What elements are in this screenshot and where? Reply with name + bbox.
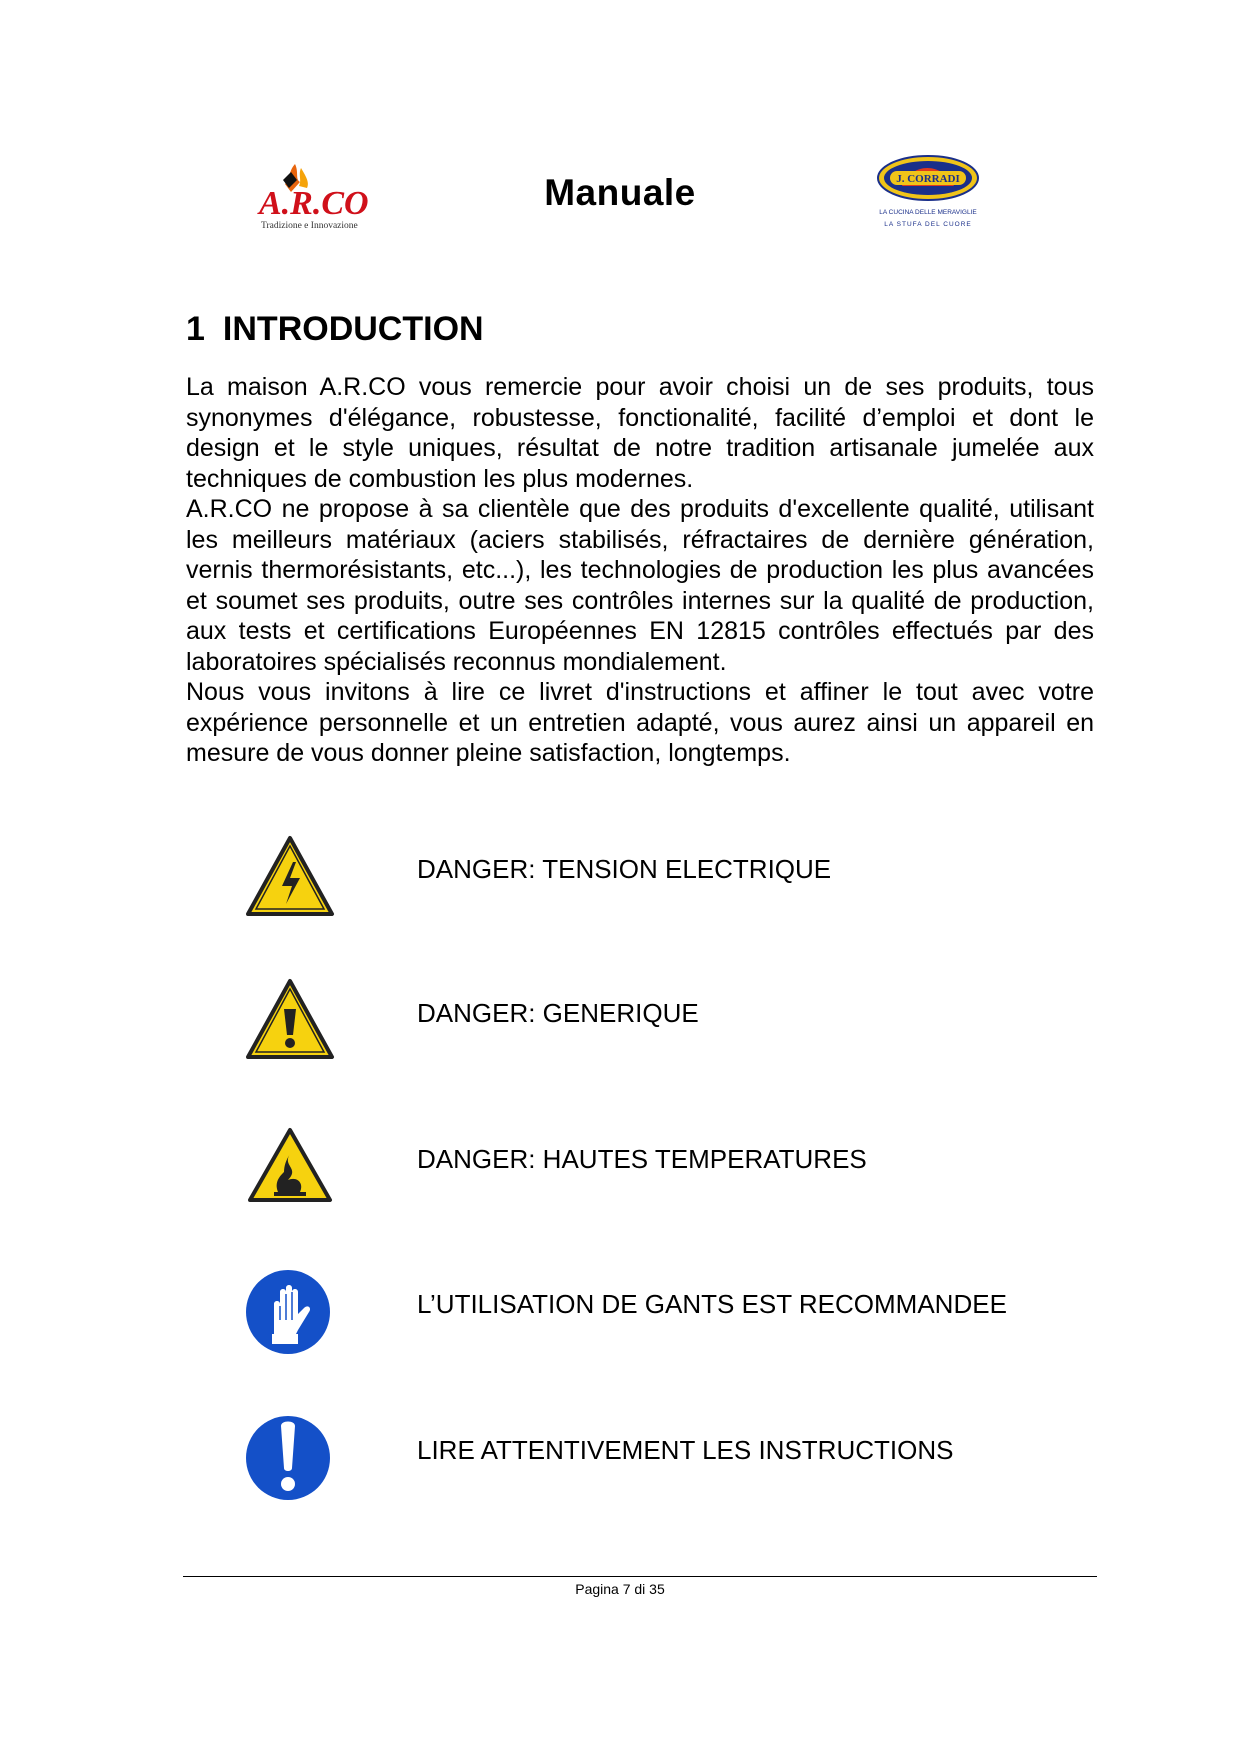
symbol-label: DANGER: GENERIQUE <box>417 998 699 1028</box>
corradi-logo <box>872 152 984 234</box>
symbol-label: L’UTILISATION DE GANTS EST RECOMMANDEE <box>417 1289 1007 1319</box>
general-warning-icon <box>240 973 340 1073</box>
read-instructions-icon <box>240 1408 340 1508</box>
svg-text:J. CORRADI: J. CORRADI <box>896 173 960 185</box>
high-temperature-icon <box>240 1118 340 1218</box>
svg-text:A.R.CO: A.R.CO <box>259 185 369 222</box>
svg-text:LA CUCINA DELLE MERAVIGLIE: LA CUCINA DELLE MERAVIGLIE <box>879 209 977 216</box>
symbol-row <box>240 973 1140 1073</box>
symbol-row <box>240 1118 1140 1218</box>
intro-text <box>186 372 1094 769</box>
section-heading <box>186 310 484 349</box>
section-title: INTRODUCTION <box>222 310 484 348</box>
symbol-row <box>240 828 1140 928</box>
document-title: Manuale <box>544 172 696 213</box>
symbol-row <box>240 1262 1140 1362</box>
symbol-label: DANGER: HAUTES TEMPERATURES <box>417 1144 867 1174</box>
gloves-required-icon <box>240 1262 340 1362</box>
svg-text:Tradizione e Innovazione: Tradizione e Innovazione <box>261 221 358 231</box>
electric-hazard-icon <box>240 828 340 928</box>
symbol-label: LIRE ATTENTIVEMENT LES INSTRUCTIONS <box>417 1435 954 1465</box>
intro-paragraph: A.R.CO ne propose à sa clientèle que des produits d'excellente qualité, utilisant les meilleurs matériaux (aciers stabilisés, réfractaires de dernière génération, vernis thermorésistants, etc...), les technologies de production les plus avancées et soumet ses produits, outre ses contrôles internes sur la qualité de production, aux tests et certifications Européennes EN 12815 contrôles effectués par des laboratoires spécialisés reconnus mondialement. <box>186 495 1094 676</box>
symbol-label: DANGER: TENSION ELECTRIQUE <box>417 854 832 884</box>
footer-divider <box>183 1576 1097 1577</box>
section-number: 1 <box>186 310 205 348</box>
page-number: Pagina 7 di 35 <box>575 1581 665 1597</box>
intro-paragraph: La maison A.R.CO vous remercie pour avoir choisi un de ses produits, tous synonymes d'élégance, robustesse, fonctionalité, facilité d’emploi et dont le design et le style uniques, résultat de notre tradition artisanale jumelée aux techniques de combustion les plus modernes. <box>186 373 1094 493</box>
intro-paragraph: Nous vous invitons à lire ce livret d'instructions et affiner le tout avec votre expérience personnelle et un entretien adapté, vous aurez ainsi un appareil en mesure de vous donner pleine satisfaction, longtemps. <box>186 678 1094 767</box>
svg-text:LA STUFA DEL CUORE: LA STUFA DEL CUORE <box>884 221 972 228</box>
symbol-row <box>240 1408 1140 1508</box>
